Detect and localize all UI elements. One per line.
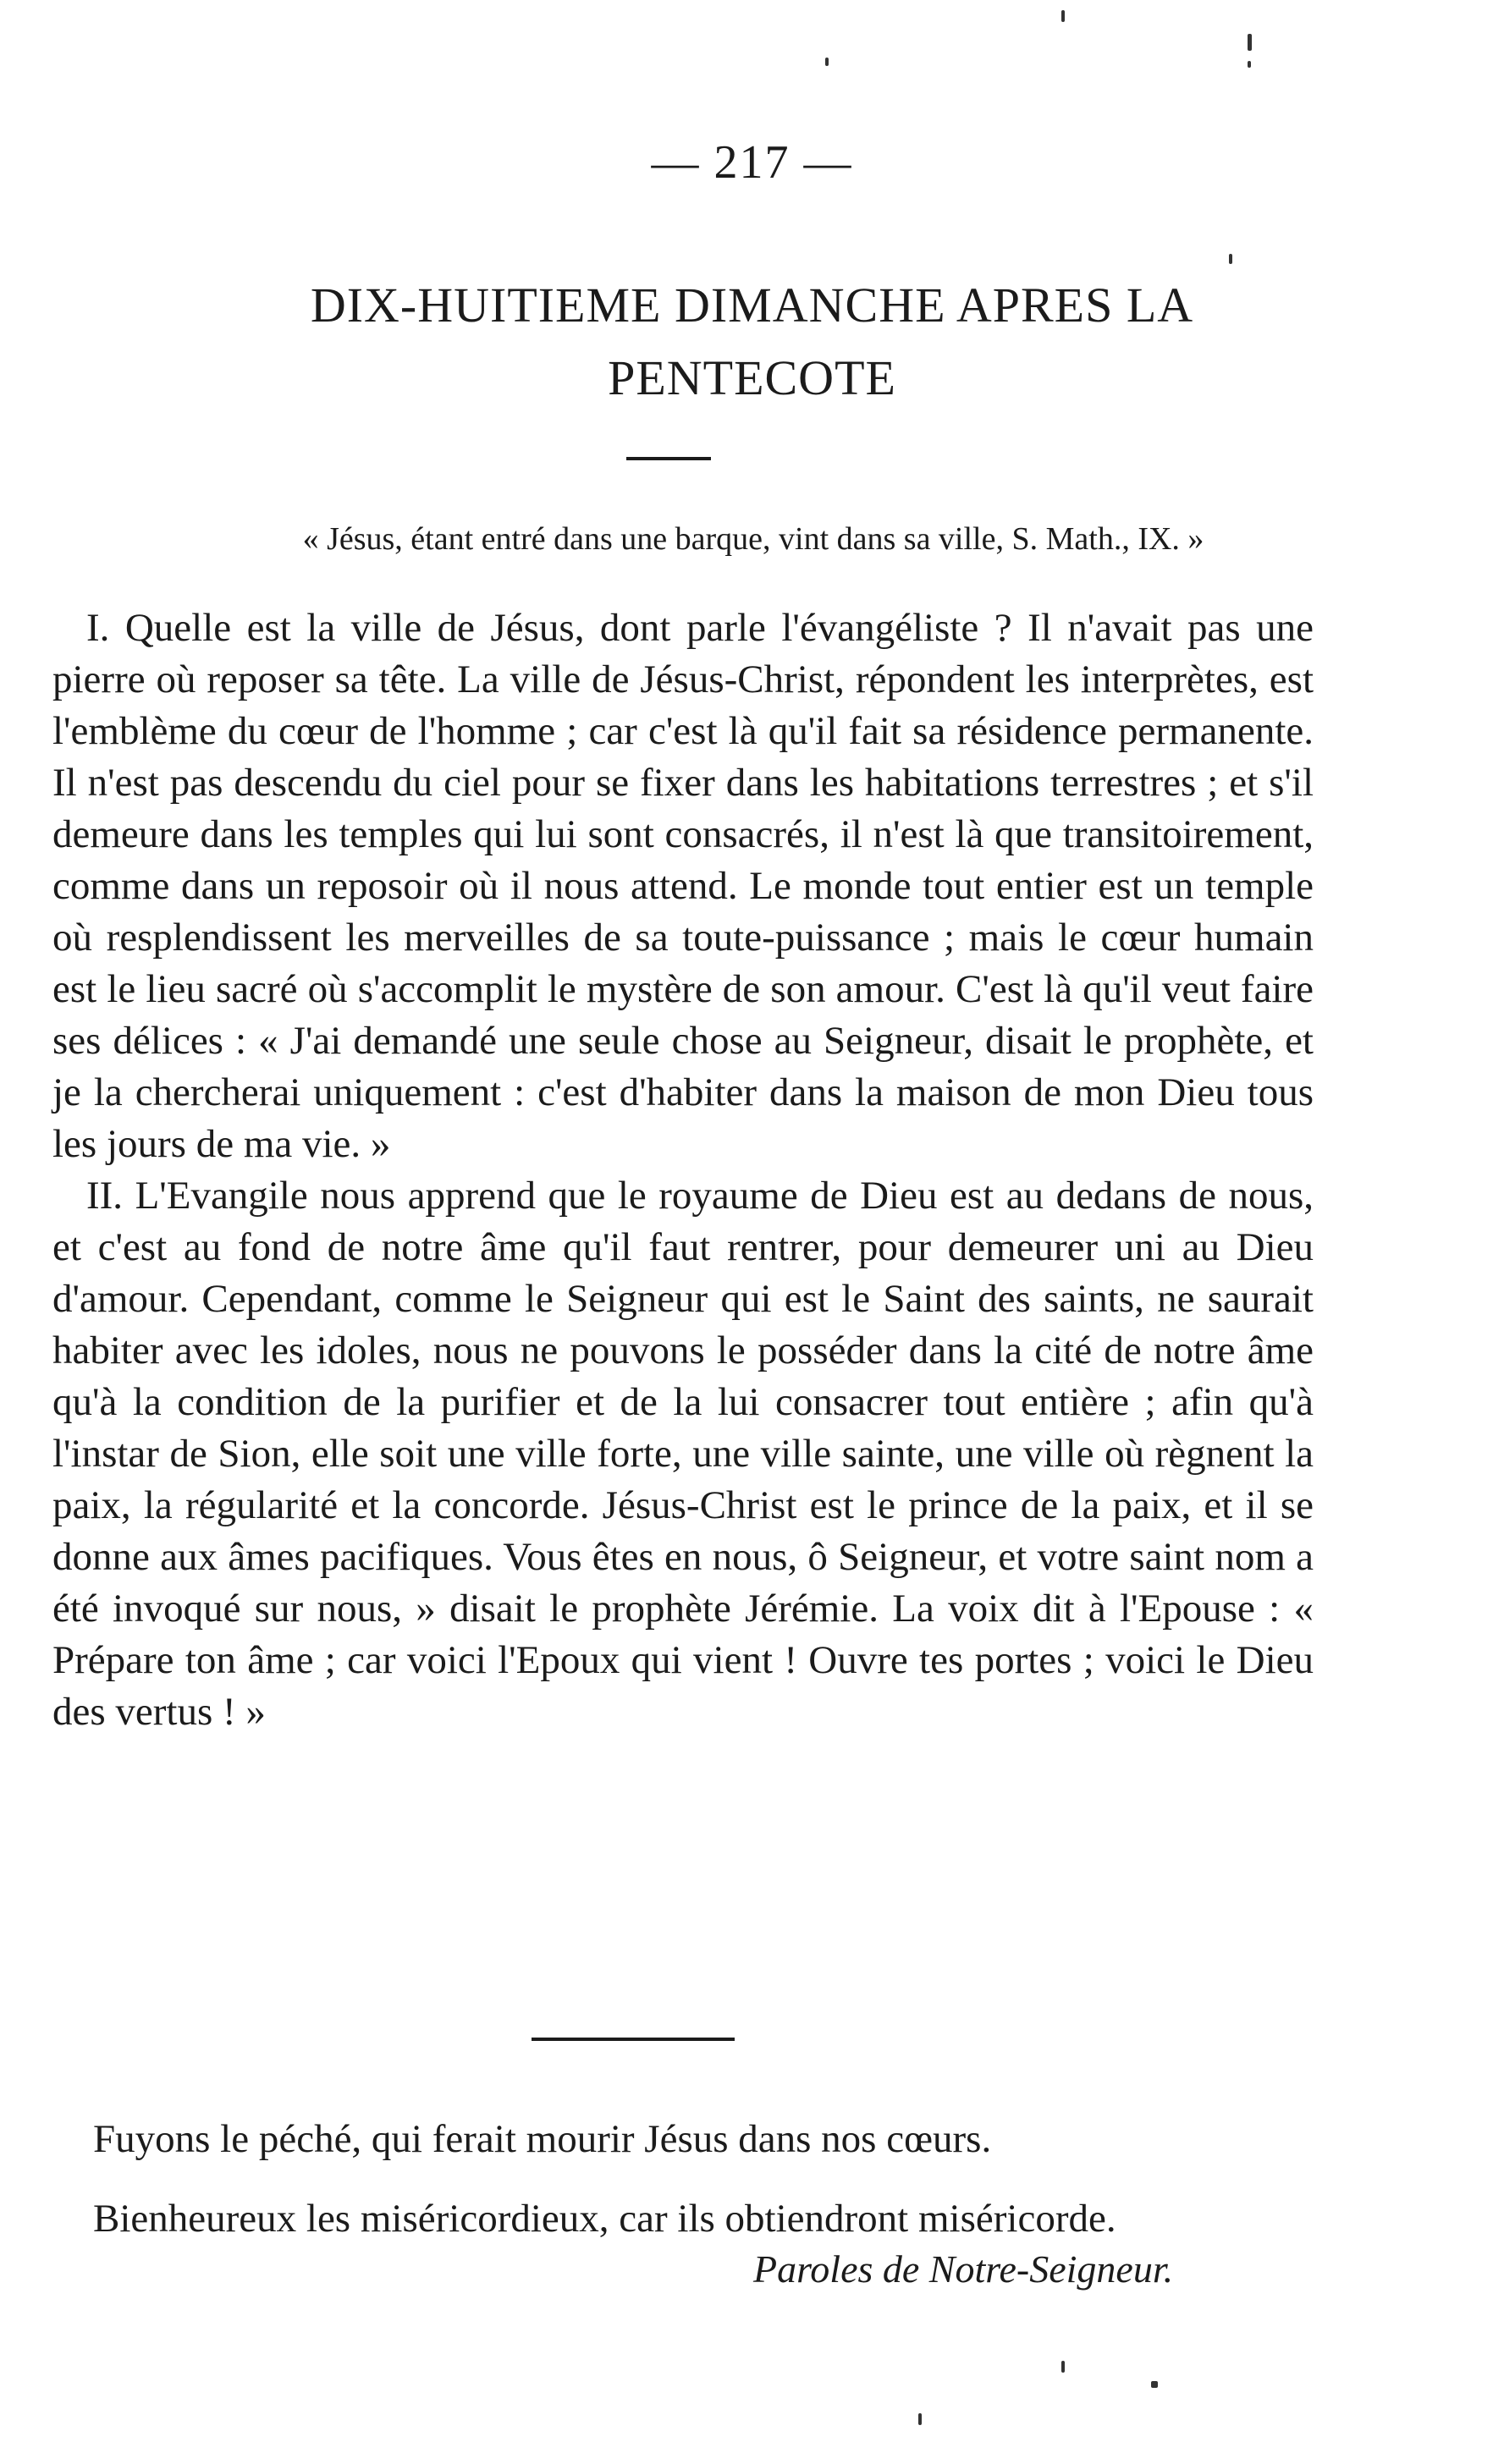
ink-speck — [1061, 2361, 1065, 2373]
title-divider — [626, 457, 711, 460]
chapter-title — [102, 269, 1402, 415]
body-text — [52, 602, 1314, 1738]
attribution: Paroles de Notre-Seigneur. — [753, 2247, 1174, 2291]
chapter-title-line-1: DIX-HUITIEME DIMANCHE APRES LA — [310, 278, 1194, 333]
maxim-2: Bienheureux les miséricordieux, car ils obtiendront miséricorde. — [93, 2197, 1116, 2241]
ink-speck — [1151, 2381, 1158, 2388]
ink-speck — [1248, 61, 1251, 68]
page-number: — 217 — — [651, 136, 853, 189]
ink-speck — [918, 2413, 922, 2425]
chapter-title-line-2: PENTECOTE — [608, 350, 896, 405]
section-divider — [532, 2038, 735, 2041]
ink-speck — [1229, 254, 1232, 264]
ink-speck — [1061, 10, 1065, 22]
paragraph-2: II. L'Evangile nous apprend que le royaume de Dieu est au dedans de nous, et c'est au fond de notre âme qu'il faut rentrer, pour demeurer uni au Dieu d'amour. Cependant, comme le Seigneur qui est le Saint des saints, ne saurait habiter avec les idoles, nous ne pouvons le posséder dans la cité de notre âme qu'à la condition de la purifier et de la lui consacrer tout entière ; afin qu'à l'instar de Sion, elle soit une ville forte, une ville sainte, une ville où règnent la paix, la régularité et la concorde. Jésus-Christ est le prince de la paix, et il se donne aux âmes pacifiques. Vous êtes en nous, ô Seigneur, et votre saint nom a été invoqué sur nous, » disait le prophète Jérémie. La voix dit à l'Epouse : « Prépare ton âme ; car voici l'Epoux qui vient ! Ouvre tes portes ; voici le Dieu des vertus ! » — [52, 1174, 1314, 1734]
paragraph-1: I. Quelle est la ville de Jésus, dont parle l'évangéliste ? Il n'avait pas une pierre où reposer sa tête. La ville de Jésus-Christ, répondent les interprètes, est l'emblème du cœur de l'homme ; car c'est là qu'il fait sa résidence permanente. Il n'est pas descendu du ciel pour se fixer dans les habitations terrestres ; et s'il demeure dans les temples qui lui sont consacrés, il n'est là que transitoirement, comme dans un reposoir où il nous attend. Le monde tout entier est un temple où resplendissent les merveilles de sa toute-puissance ; mais le cœur humain est le lieu sacré où s'accomplit le mystère de son amour. C'est là qu'il veut faire ses délices : « J'ai demandé une seule chose au Seigneur, disait le prophète, et je la chercherai uniquement : c'est d'habiter dans la maison de mon Dieu tous les jours de ma vie. » — [52, 606, 1314, 1166]
maxim-1: Fuyons le péché, qui ferait mourir Jésus dans nos cœurs. — [93, 2117, 992, 2161]
ink-speck — [825, 58, 829, 66]
ink-speck — [1248, 34, 1252, 51]
epigraph: « Jésus, étant entré dans une barque, vint dans sa ville, S. Math., IX. » — [302, 521, 1204, 557]
